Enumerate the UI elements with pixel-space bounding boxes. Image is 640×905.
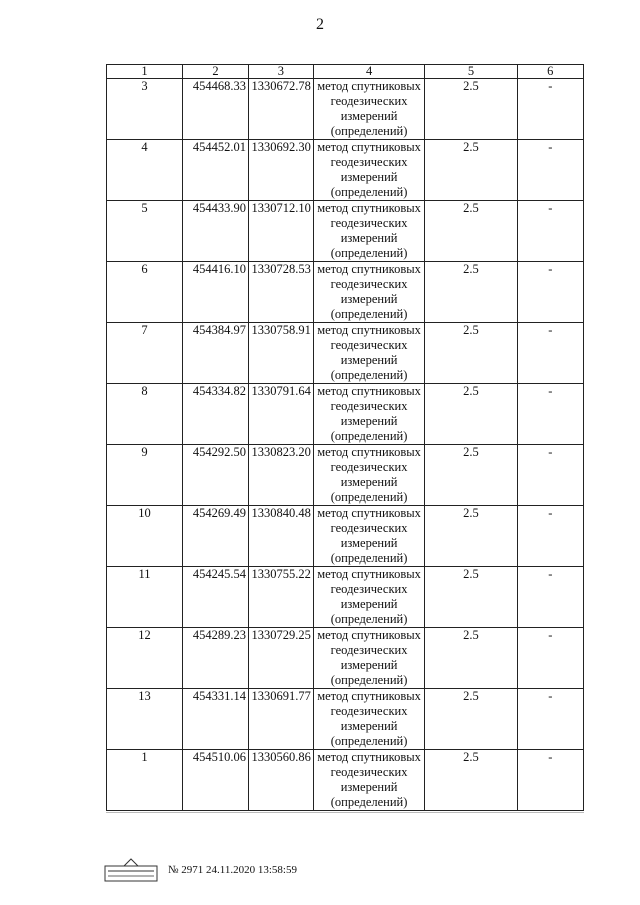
point-number-cell: 7 [107,323,183,384]
method-cell: метод спутниковых геодезических измерений (определений) [313,384,424,445]
x-coordinate-cell: 454289.23 [182,628,248,689]
y-coordinate-cell: 1330823.20 [248,445,313,506]
table-row [107,262,584,323]
y-coordinate-cell: 1330692.30 [248,140,313,201]
table-row [107,79,584,140]
page-number: 2 [316,16,324,33]
note-cell: - [517,140,583,201]
table-row [107,384,584,445]
note-cell: - [517,262,583,323]
y-coordinate-cell: 1330755.22 [248,567,313,628]
header-col-6: 6 [517,65,583,79]
y-coordinate-cell: 1330728.53 [248,262,313,323]
point-number-cell: 5 [107,201,183,262]
y-coordinate-cell: 1330560.86 [248,750,313,811]
method-cell: метод спутниковых геодезических измерений (определений) [313,750,424,811]
x-coordinate-cell: 454510.06 [182,750,248,811]
point-number-cell: 10 [107,506,183,567]
method-cell: метод спутниковых геодезических измерений (определений) [313,323,424,384]
method-cell: метод спутниковых геодезических измерений (определений) [313,689,424,750]
note-cell: - [517,750,583,811]
table-row [107,750,584,811]
point-number-cell: 12 [107,628,183,689]
table-row [107,506,584,567]
footer [104,857,297,883]
point-number-cell: 1 [107,750,183,811]
y-coordinate-cell: 1330672.78 [248,79,313,140]
accuracy-cell: 2.5 [425,689,517,750]
note-cell: - [517,628,583,689]
accuracy-cell: 2.5 [425,750,517,811]
table-row [107,628,584,689]
bottom-divider [106,812,584,813]
method-cell: метод спутниковых геодезических измерений (определений) [313,567,424,628]
x-coordinate-cell: 454331.14 [182,689,248,750]
y-coordinate-cell: 1330758.91 [248,323,313,384]
note-cell: - [517,323,583,384]
x-coordinate-cell: 454468.33 [182,79,248,140]
note-cell: - [517,201,583,262]
note-cell: - [517,689,583,750]
y-coordinate-cell: 1330712.10 [248,201,313,262]
table-body [107,79,584,811]
method-cell: метод спутниковых геодезических измерений (определений) [313,445,424,506]
accuracy-cell: 2.5 [425,201,517,262]
coordinates-table [106,64,584,811]
point-number-cell: 9 [107,445,183,506]
x-coordinate-cell: 454269.49 [182,506,248,567]
y-coordinate-cell: 1330791.64 [248,384,313,445]
note-cell: - [517,79,583,140]
method-cell: метод спутниковых геодезических измерений (определений) [313,79,424,140]
method-cell: метод спутниковых геодезических измерений (определений) [313,201,424,262]
table-header [107,65,584,79]
header-col-1: 1 [107,65,183,79]
point-number-cell: 11 [107,567,183,628]
point-number-cell: 8 [107,384,183,445]
header-col-3: 3 [248,65,313,79]
accuracy-cell: 2.5 [425,262,517,323]
header-col-4: 4 [313,65,424,79]
x-coordinate-cell: 454245.54 [182,567,248,628]
note-cell: - [517,384,583,445]
y-coordinate-cell: 1330691.77 [248,689,313,750]
table-row [107,140,584,201]
method-cell: метод спутниковых геодезических измерений (определений) [313,140,424,201]
x-coordinate-cell: 454416.10 [182,262,248,323]
accuracy-cell: 2.5 [425,323,517,384]
header-col-2: 2 [182,65,248,79]
point-number-cell: 6 [107,262,183,323]
header-row [107,65,584,79]
table-row [107,323,584,384]
accuracy-cell: 2.5 [425,628,517,689]
accuracy-cell: 2.5 [425,140,517,201]
point-number-cell: 4 [107,140,183,201]
note-cell: - [517,445,583,506]
table-row [107,689,584,750]
table-row [107,445,584,506]
point-number-cell: 3 [107,79,183,140]
x-coordinate-cell: 454433.90 [182,201,248,262]
accuracy-cell: 2.5 [425,506,517,567]
government-seal-icon [104,857,158,883]
accuracy-cell: 2.5 [425,445,517,506]
note-cell: - [517,506,583,567]
y-coordinate-cell: 1330840.48 [248,506,313,567]
method-cell: метод спутниковых геодезических измерений (определений) [313,506,424,567]
x-coordinate-cell: 454334.82 [182,384,248,445]
document-reference: № 2971 24.11.2020 13:58:59 [168,864,297,876]
accuracy-cell: 2.5 [425,384,517,445]
y-coordinate-cell: 1330729.25 [248,628,313,689]
accuracy-cell: 2.5 [425,567,517,628]
x-coordinate-cell: 454384.97 [182,323,248,384]
point-number-cell: 13 [107,689,183,750]
note-cell: - [517,567,583,628]
x-coordinate-cell: 454452.01 [182,140,248,201]
method-cell: метод спутниковых геодезических измерений (определений) [313,628,424,689]
x-coordinate-cell: 454292.50 [182,445,248,506]
method-cell: метод спутниковых геодезических измерений (определений) [313,262,424,323]
header-col-5: 5 [425,65,517,79]
table-row [107,201,584,262]
accuracy-cell: 2.5 [425,79,517,140]
table-row [107,567,584,628]
